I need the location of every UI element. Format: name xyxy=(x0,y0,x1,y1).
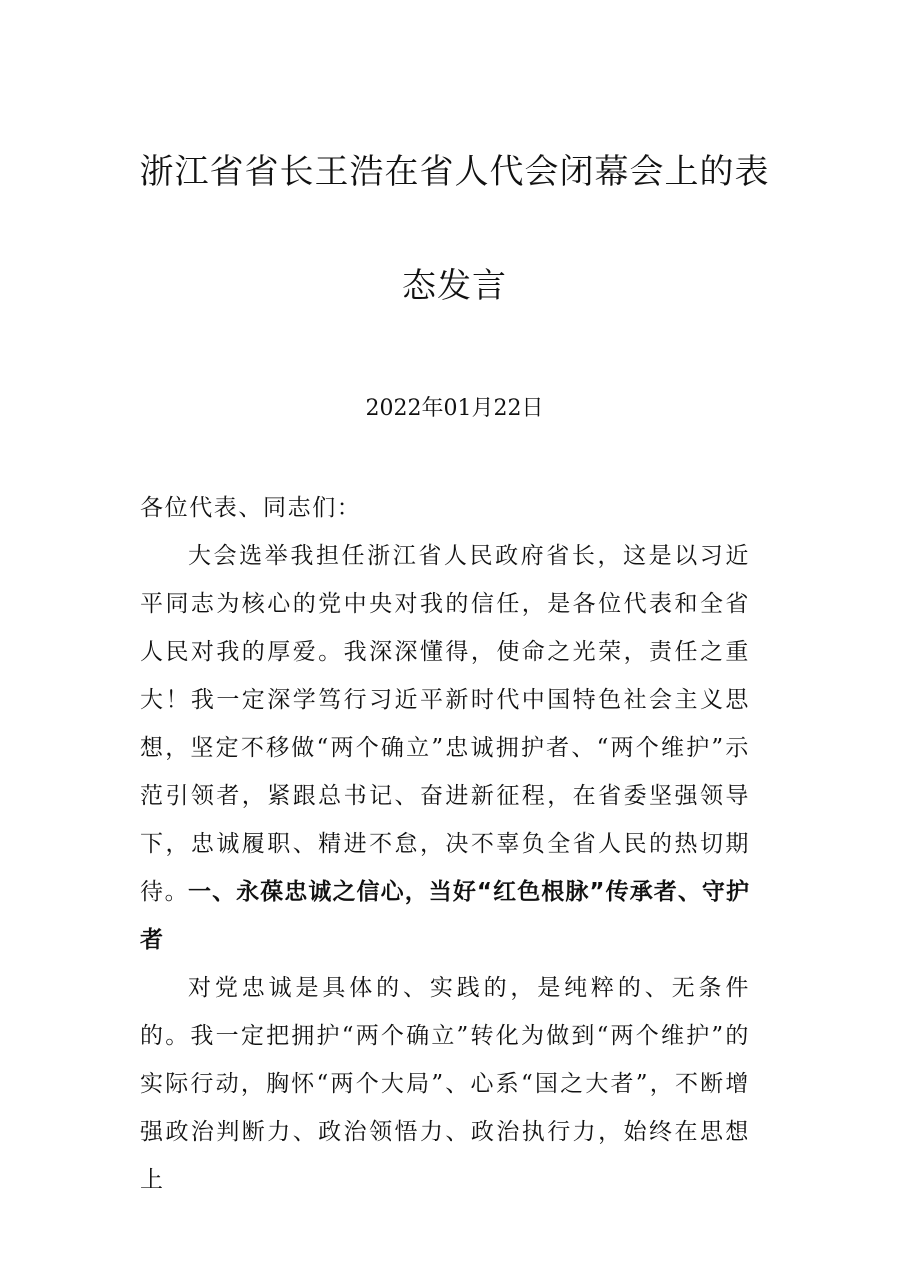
paragraph-2: 对党忠诚是具体的、实践的，是纯粹的、无条件的。我一定把拥护“两个确立”转化为做到“两个维护”的实际行动，胸怀“两个大局”、心系“国之大者”，不断增强政治判断力、政治领悟力、政治执行力，始终在思想上 xyxy=(140,975,750,1193)
section-heading-1: 一、永葆忠诚之信心，当好“红色根脉”传承者、守护者 xyxy=(140,879,750,953)
document-title-line1: 浙江省省长王浩在省人代会闭幕会上的表 xyxy=(139,152,770,192)
document-title-line2: 态发言 xyxy=(402,266,507,306)
salutation: 各位代表、同志们： xyxy=(140,495,362,521)
document-date: 2022年01月22日 xyxy=(365,396,544,421)
paragraph-1: 大会选举我担任浙江省人民政府省长，这是以习近平同志为核心的党中央对我的信任，是各位代表和全省人民对我的厚爱。我深深懂得，使命之光荣，责任之重大！我一定深学笃行习近平新时代中国特色社会主义思想，坚定不移做“两个确立”忠诚拥护者、“两个维护”示范引领者，紧跟总书记、奋进新征程，在省委坚强领导下，忠诚履职、精进不怠，决不辜负全省人民的热切期待。 xyxy=(140,543,750,905)
